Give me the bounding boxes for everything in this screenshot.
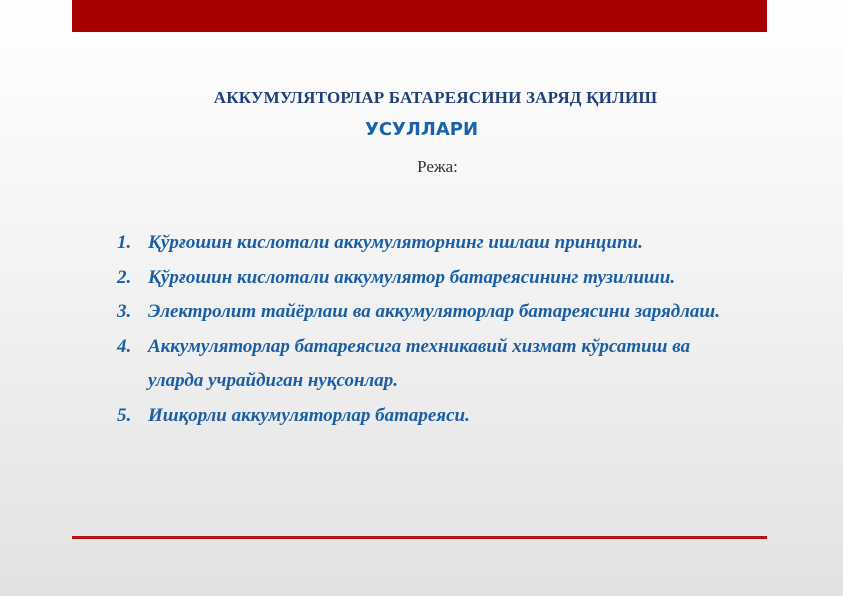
plan-item-text: Қўрғошин кислотали аккумулятор батареясининг тузилиши. (148, 266, 676, 288)
plan-item-number: 2. (117, 266, 132, 288)
plan-item-number: 5. (117, 404, 132, 426)
plan-item-text: Қўрғошин кислотали аккумуляторнинг ишлаш принципи. (148, 232, 643, 253)
header-bar (72, 0, 767, 32)
plan-item-text: Электролит тайёрлаш ва аккумуляторлар батареясини зарядлаш. (148, 301, 720, 322)
plan-item-5 (117, 399, 797, 434)
plan-item-number: 3. (117, 301, 132, 322)
slide-title: АККУМУЛЯТОРЛАР БАТАРЕЯСИНИ ЗАРЯД ҚИЛИШ (213, 88, 658, 107)
plan-item-text: Аккумуляторлар батареясига техникавий хизмат кўрсатиш ва (148, 335, 691, 357)
plan-item-4 (117, 330, 797, 399)
plan-item-1 (117, 226, 797, 261)
plan-label: Режа: (417, 157, 458, 176)
plan-item-3 (117, 295, 797, 330)
slide-subtitle: УСУЛЛАРИ (364, 119, 479, 140)
plan-item-text: Ишқорли аккумуляторлар батареяси. (148, 404, 470, 426)
plan-item-number: 4. (117, 335, 132, 357)
plan-item-text-continued: уларда учрайдиган нуқсонлар. (148, 370, 398, 391)
plan-list (117, 226, 797, 433)
plan-item-2 (117, 261, 797, 296)
footer-rule (72, 536, 767, 539)
plan-item-number: 1. (117, 232, 132, 253)
